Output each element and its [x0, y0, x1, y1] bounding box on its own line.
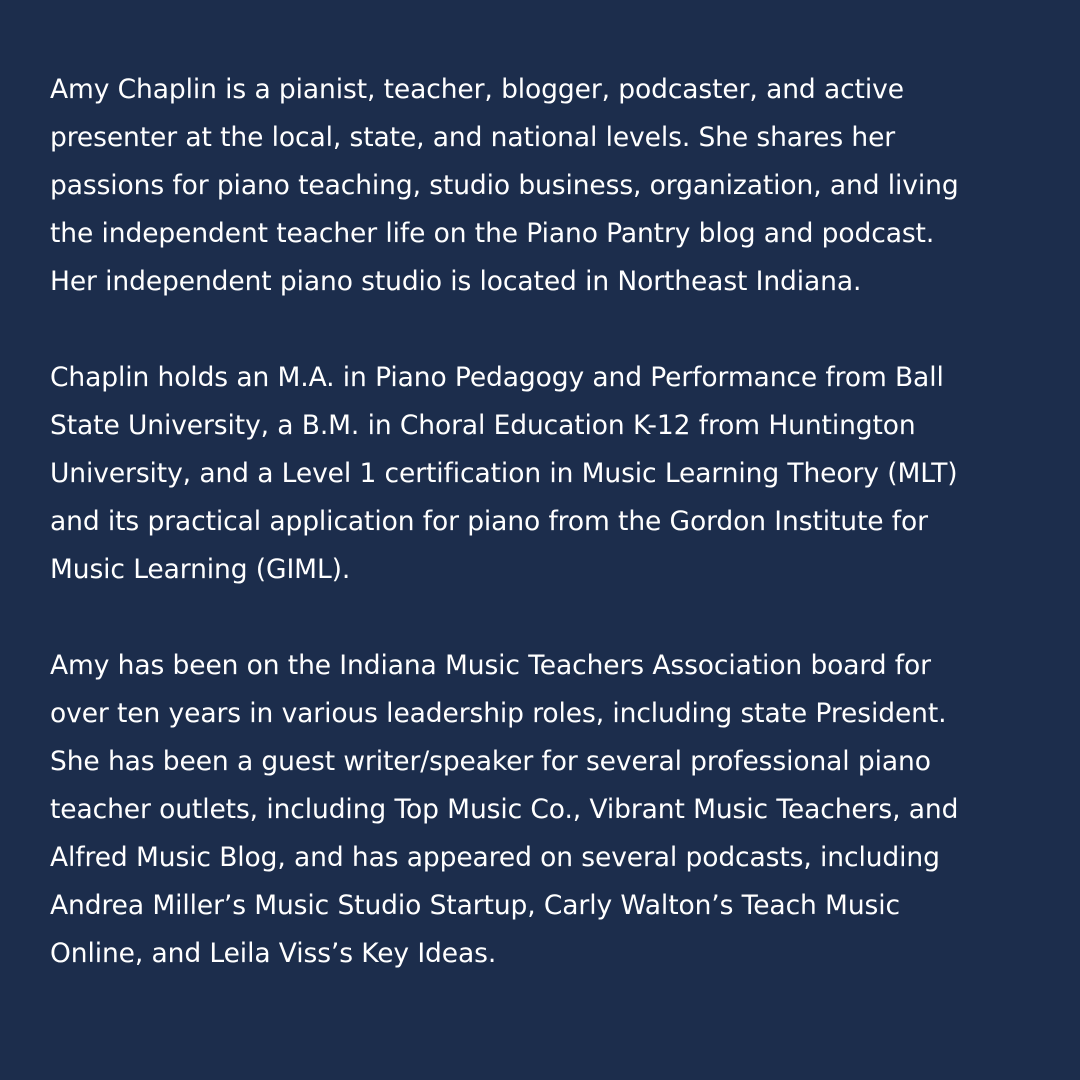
paragraph-spacer [50, 594, 1040, 642]
paragraph-spacer [50, 306, 1040, 354]
bio-paragraph-education: Chaplin holds an M.A. in Piano Pedagogy and Performance from Ball State University, a B.M. in Choral Education K-12 from Huntington University, and a Level 1 certification in Music Learning Theory (MLT) and its practical application for piano from the Gordon Institute for Music Learning (GIML). [50, 362, 958, 585]
bio-paragraph-experience: Amy has been on the Indiana Music Teachers Association board for over ten years in various leadership roles, including state President. She has been a guest writer/speaker for several professional piano teacher outlets, including Top Music Co., Vibrant Music Teachers, and Alfred Music Blog, and has appeared on several podcasts, including Andrea Miller’s Music Studio Startup, Carly Walton’s Teach Music Online, and Leila Viss’s Key Ideas. [50, 650, 959, 969]
bio-paragraph-intro: Amy Chaplin is a pianist, teacher, blogger, podcaster, and active presenter at the local, state, and national levels. She shares her passions for piano teaching, studio business, organization, and living the independent teacher life on the Piano Pantry blog and podcast. Her independent piano studio is located in Northeast Indiana. [50, 74, 959, 297]
